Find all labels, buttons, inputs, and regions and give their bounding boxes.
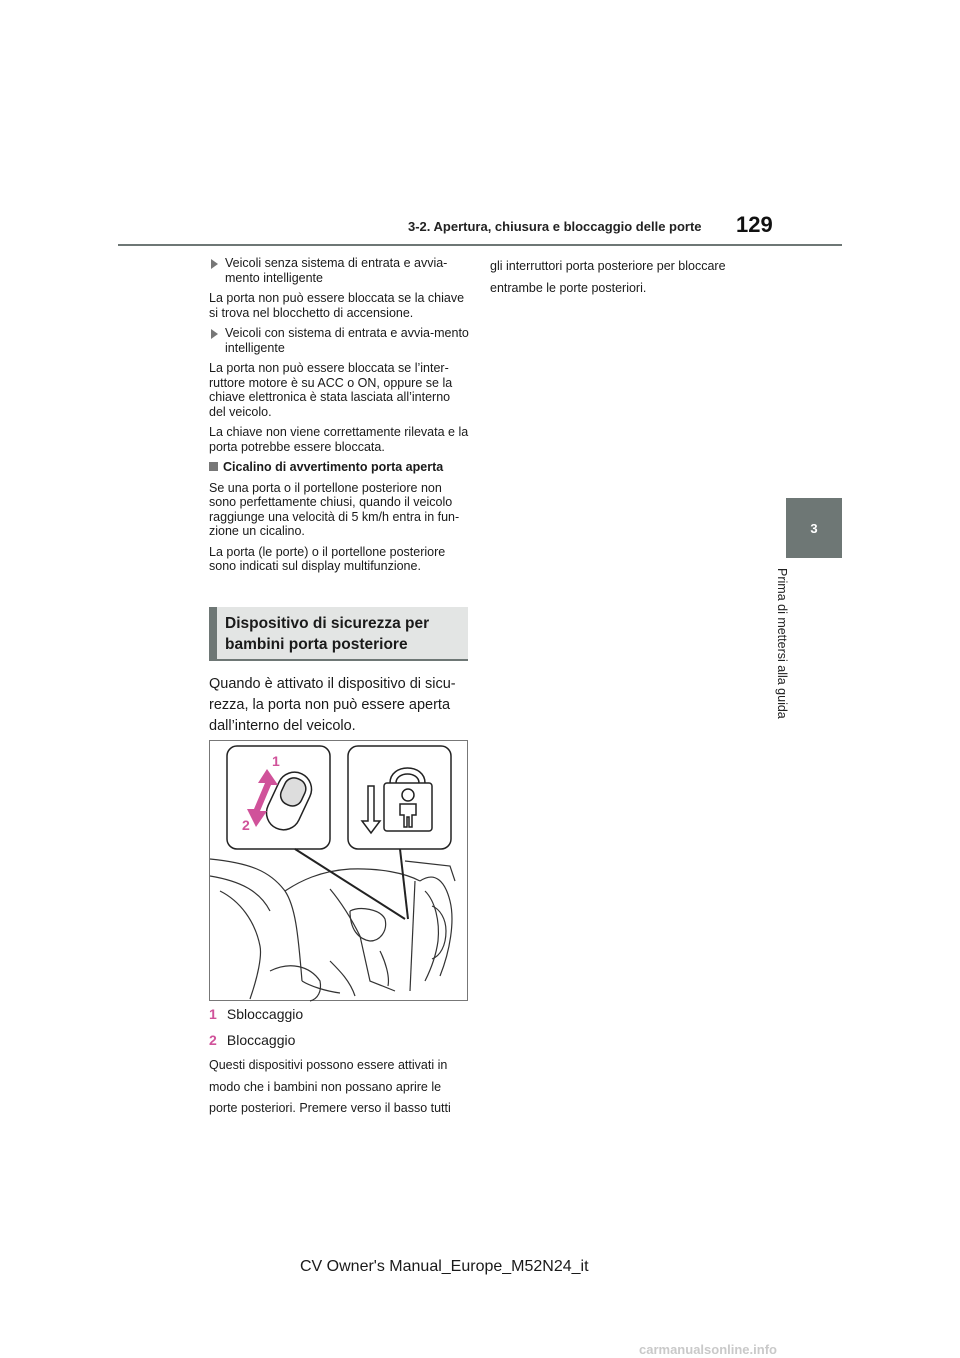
bullet-item xyxy=(209,256,469,285)
bullet-text: Veicoli senza sistema di entrata e avvia-mento intelligente xyxy=(225,256,448,285)
legend-text: Bloccaggio xyxy=(226,1032,296,1048)
paragraph: La porta non può essere bloccata se l’inter-ruttore motore è su ACC o ON, oppure se la chiave elettronica è stata lasciata all’interno del veicolo. xyxy=(209,361,453,419)
figure-legend xyxy=(209,1005,469,1057)
bullet-item xyxy=(209,326,469,355)
chapter-tab[interactable]: 3 xyxy=(786,498,842,558)
footer-document-id: CV Owner's Manual_Europe_M52N24_it xyxy=(300,1258,589,1275)
illustration-svg xyxy=(210,741,469,1002)
header-divider xyxy=(118,244,842,246)
triangle-bullet-icon xyxy=(211,329,218,339)
right-column xyxy=(490,256,760,299)
paragraph: gli interruttori porta posteriore per bloccare entrambe le porte posteriori. xyxy=(490,259,726,295)
triangle-bullet-icon xyxy=(211,259,218,269)
paragraph: La porta (le porte) o il portellone posteriore sono indicati sul display multifunzione. xyxy=(209,544,446,573)
left-column xyxy=(209,256,469,580)
legend-text: Sbloccaggio xyxy=(226,1006,304,1022)
note-paragraph: Questi dispositivi possono essere attivati in modo che i bambini non possano aprire le porte posteriori. Premere verso il basso tutti xyxy=(209,1058,451,1115)
legend-number: 2 xyxy=(209,1032,217,1048)
watermark: carmanualsonline.info xyxy=(639,1342,777,1357)
bullet-text: Veicoli con sistema di entrata e avvia-mento intelligente xyxy=(225,326,469,355)
legend-item xyxy=(209,1031,469,1049)
paragraph: Se una porta o il portellone posteriore non sono perfettamente chiusi, quando il veicolo raggiunge una velocità di 5 km/h entra in fun-zione un cicalino. xyxy=(209,480,460,538)
child-lock-illustration xyxy=(209,740,468,1001)
subheading xyxy=(209,460,469,475)
figure-label-1: 1 xyxy=(272,753,280,769)
legend-item xyxy=(209,1005,469,1023)
header-section-title: 3-2. Apertura, chiusura e bloccaggio delle porte xyxy=(408,219,702,234)
chapter-label xyxy=(769,568,809,758)
chapter-label-text: Prima di mettersi alla guida xyxy=(775,568,789,719)
paragraph: La chiave non viene correttamente rilevata e la porta potrebbe essere bloccata. xyxy=(209,425,469,454)
section-intro: Quando è attivato il dispositivo di sicu-rezza, la porta non può essere aperta dall’interno del veicolo. xyxy=(209,676,456,734)
paragraph: La porta non può essere bloccata se la chiave si trova nel blocchetto di accensione. xyxy=(209,291,465,320)
square-bullet-icon xyxy=(209,462,218,471)
subheading-text: Cicalino di avvertimento porta aperta xyxy=(223,460,444,474)
legend-number: 1 xyxy=(209,1006,217,1022)
section-heading: Dispositivo di sicurezza per bambini porta posteriore xyxy=(225,615,430,653)
page-number: 129 xyxy=(736,212,773,237)
section-heading-box xyxy=(209,607,468,661)
figure-label-2: 2 xyxy=(242,817,250,833)
